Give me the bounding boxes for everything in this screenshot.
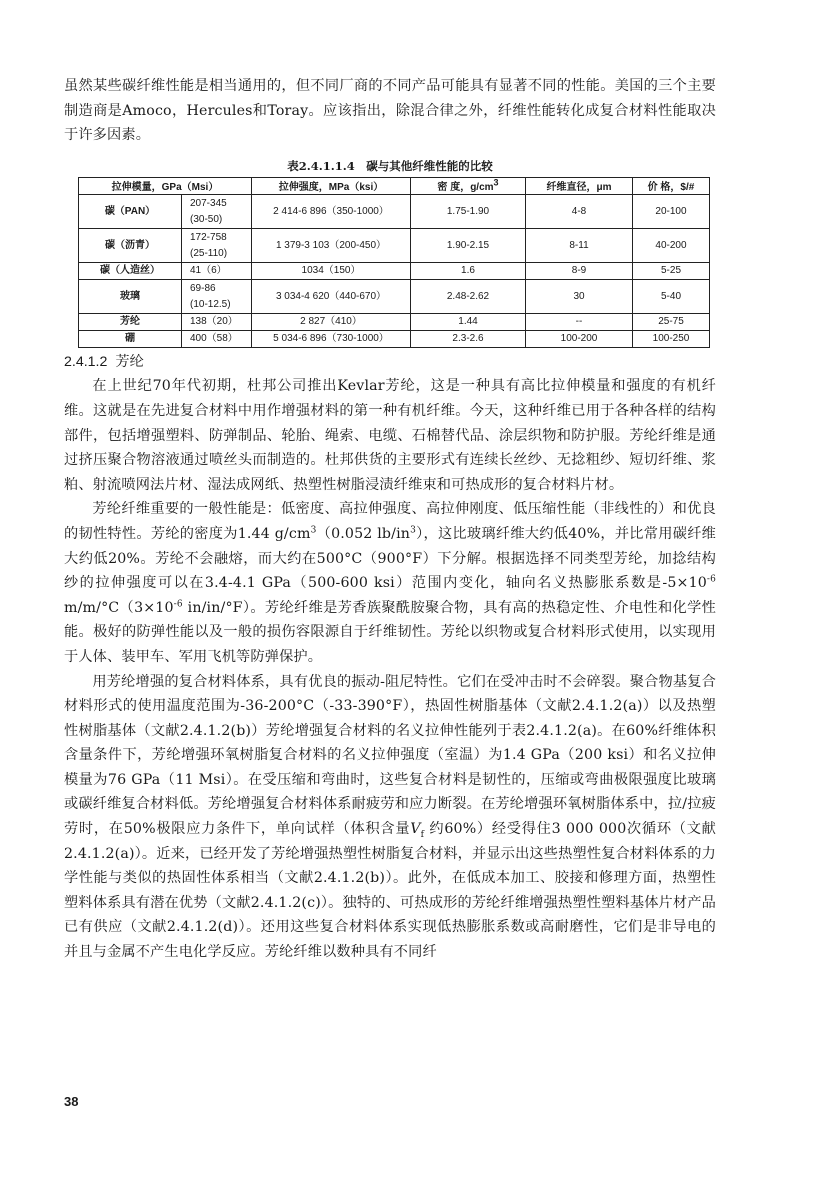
table-row	[79, 313, 710, 330]
paragraph-1: 在上世纪70年代初期，杜邦公司推出Kevlar芳纶，这是一种具有高比拉伸模量和强度的有机纤维。这就是在先进复合材料中用作增强材料的第一种有机纤维。今天，这种纤维已用于各种各样的结构部件，包括增强塑料、防弹制品、轮胎、绳索、电缆、石棉替代品、涂层织物和防护服。芳纶纤维是通过挤压聚合物溶液通过喷丝头而制造的。杜邦供货的主要形式有连续长丝纱、无捻粗纱、短切纤维、浆粕、射流喷网法片材、湿法成网纸、热塑性树脂浸渍纤维束和可热成形的复合材料片材。	[64, 378, 716, 493]
cell-price: 40-200	[633, 228, 710, 262]
cell-strength: 2 414-6 896（350-1000）	[252, 194, 411, 228]
section-title: 芳纶	[115, 353, 144, 370]
header-density: 密 度，$g/cm^3$	[411, 177, 526, 194]
cell-modulus: 172-758 (25-110)	[182, 228, 252, 262]
cell-diameter: 30	[526, 279, 633, 313]
page-number: 38	[64, 1094, 79, 1109]
header-modulus: 拉伸模量，GPa（Msi）	[79, 177, 252, 194]
table-row	[79, 194, 710, 228]
cell-strength: 1 379-3 103（200-450）	[252, 228, 411, 262]
cell-modulus: 41（6）	[182, 262, 252, 279]
cell-price: 25-75	[633, 313, 710, 330]
cell-price: 100-250	[633, 330, 710, 347]
cell-material: 芳纶	[79, 313, 182, 330]
cell-material: 碳（沥青）	[79, 228, 182, 262]
header-strength: 拉伸强度，MPa（ksi）	[252, 177, 411, 194]
table-header-row	[79, 177, 710, 194]
cell-strength: 2 827（410）	[252, 313, 411, 330]
header-price: 价 格，$/#	[633, 177, 710, 194]
cell-diameter: 8-9	[526, 262, 633, 279]
cell-price: 5-40	[633, 279, 710, 313]
cell-price: 20-100	[633, 194, 710, 228]
cell-modulus: 207-345 (30-50)	[182, 194, 252, 228]
table-caption: 表2.4.1.1.4 碳与其他纤维性能的比较	[287, 158, 493, 173]
cell-density: 1.90-2.15	[411, 228, 526, 262]
cell-density: 2.48-2.62	[411, 279, 526, 313]
cell-material: 碳（PAN）	[79, 194, 182, 228]
fiber-comparison-table	[78, 177, 710, 348]
section-heading	[64, 350, 716, 375]
cell-diameter: 8-11	[526, 228, 633, 262]
cell-diameter: 4-8	[526, 194, 633, 228]
cell-material: 硼	[79, 330, 182, 347]
cell-strength: 5 034-6 896（730-1000）	[252, 330, 411, 347]
cell-material: 碳（人造丝）	[79, 262, 182, 279]
cell-modulus: 138（20）	[182, 313, 252, 330]
section-number: 2.4.1.2	[64, 353, 108, 370]
page-content	[64, 74, 716, 965]
cell-strength: 1034（150）	[252, 262, 411, 279]
intro-paragraph: 虽然某些碳纤维性能是相当通用的，但不同厂商的不同产品可能具有显著不同的性能。美国的三个主要制造商是Amoco，Hercules和Toray。应该指出，除混合律之外，纤维性能转化成复合材料性能取决于许多因素。	[64, 78, 716, 144]
cell-modulus: 400（58）	[182, 330, 252, 347]
cell-price: 5-25	[633, 262, 710, 279]
table-row	[79, 279, 710, 313]
cell-density: 1.6	[411, 262, 526, 279]
cell-modulus: 69-86 (10-12.5)	[182, 279, 252, 313]
cell-material: 玻璃	[79, 279, 182, 313]
paragraph-2: 芳纶纤维重要的一般性能是：低密度、高拉伸强度、高拉伸刚度、低压缩性能（非线性的）和优良的韧性特性。芳纶的密度为1.44 $g/cm^3(0.052$ $lb/in^3$），这比玻璃纤维大约低40%，并比常用碳纤维大约低20%。芳纶不会融熔，而大约在500°C（900°F）下分解。根据选择不同类型芳纶，加捻结构纱的拉伸强度可以在3.4-4.1 GPa（500-600 ksi）范围内变化，轴向名义热膨胀系数是$-5\times 10^{-6}$ $m/m/^\circ C(3\times 10^{-6}$ in/in/°F）。芳纶纤维是芳香族聚酰胺聚合物，具有高的热稳定性、介电性和化学性能。极好的防弹性能以及一般的损伤容限源自于纤维韧性。芳纶以织物或复合材料形式使用，以实现用于人体、装甲车、军用飞机等防弹保护。	[64, 501, 717, 665]
table-row	[79, 330, 710, 347]
cell-diameter: 100-200	[526, 330, 633, 347]
table-row	[79, 262, 710, 279]
header-diameter: 纤维直径，μm	[526, 177, 633, 194]
paragraph-3: 用芳纶增强的复合材料体系，具有优良的振动-阻尼特性。它们在受冲击时不会碎裂。聚合物基复合材料形式的使用温度范围为-36-200°C（-33-390°F），热固性树脂基体（文献2.4.1.2(a)）以及热塑性树脂基体（文献2.4.1.2(b)）芳纶增强复合材料的名义拉伸性能列于表2.4.1.2(a)。在60%纤维体积含量条件下，芳纶增强环氧树脂复合材料的名义拉伸强度（室温）为1.4 GPa（200 ksi）和名义拉伸模量为76 GPa（11 Msi）。在受压缩和弯曲时，这些复合材料是韧性的，压缩或弯曲极限强度比玻璃或碳纤维复合材料低。芳纶增强复合材料体系耐疲劳和应力断裂。在芳纶增强环氧树脂体系中，拉/拉疲劳时，在50%极限应力条件下，单向试样（体积含量$V_f$ 约60%）经受得住3 000 000次循环（文献2.4.1.2(a)）。近来，已经开发了芳纶增强热塑性树脂复合材料，并显示出这些热塑性复合材料体系的力学性能与类似的热固性体系相当（文献2.4.1.2(b)）。此外，在低成本加工、胶接和修理方面，热塑性塑料体系具有潜在优势（文献2.4.1.2(c)）。独特的、可热成形的芳纶纤维增强热塑性塑料基体片材产品已有供应（文献2.4.1.2(d)）。还用这些复合材料体系实现低热膨胀系数或高耐磨性，它们是非导电的并且与金属不产生电化学反应。芳纶纤维以数种具有不同纤	[64, 673, 716, 961]
cell-density: 1.75-1.90	[411, 194, 526, 228]
cell-density: 2.3-2.6	[411, 330, 526, 347]
cell-diameter: --	[526, 313, 633, 330]
table-row	[79, 228, 710, 262]
cell-density: 1.44	[411, 313, 526, 330]
cell-strength: 3 034-4 620（440-670）	[252, 279, 411, 313]
